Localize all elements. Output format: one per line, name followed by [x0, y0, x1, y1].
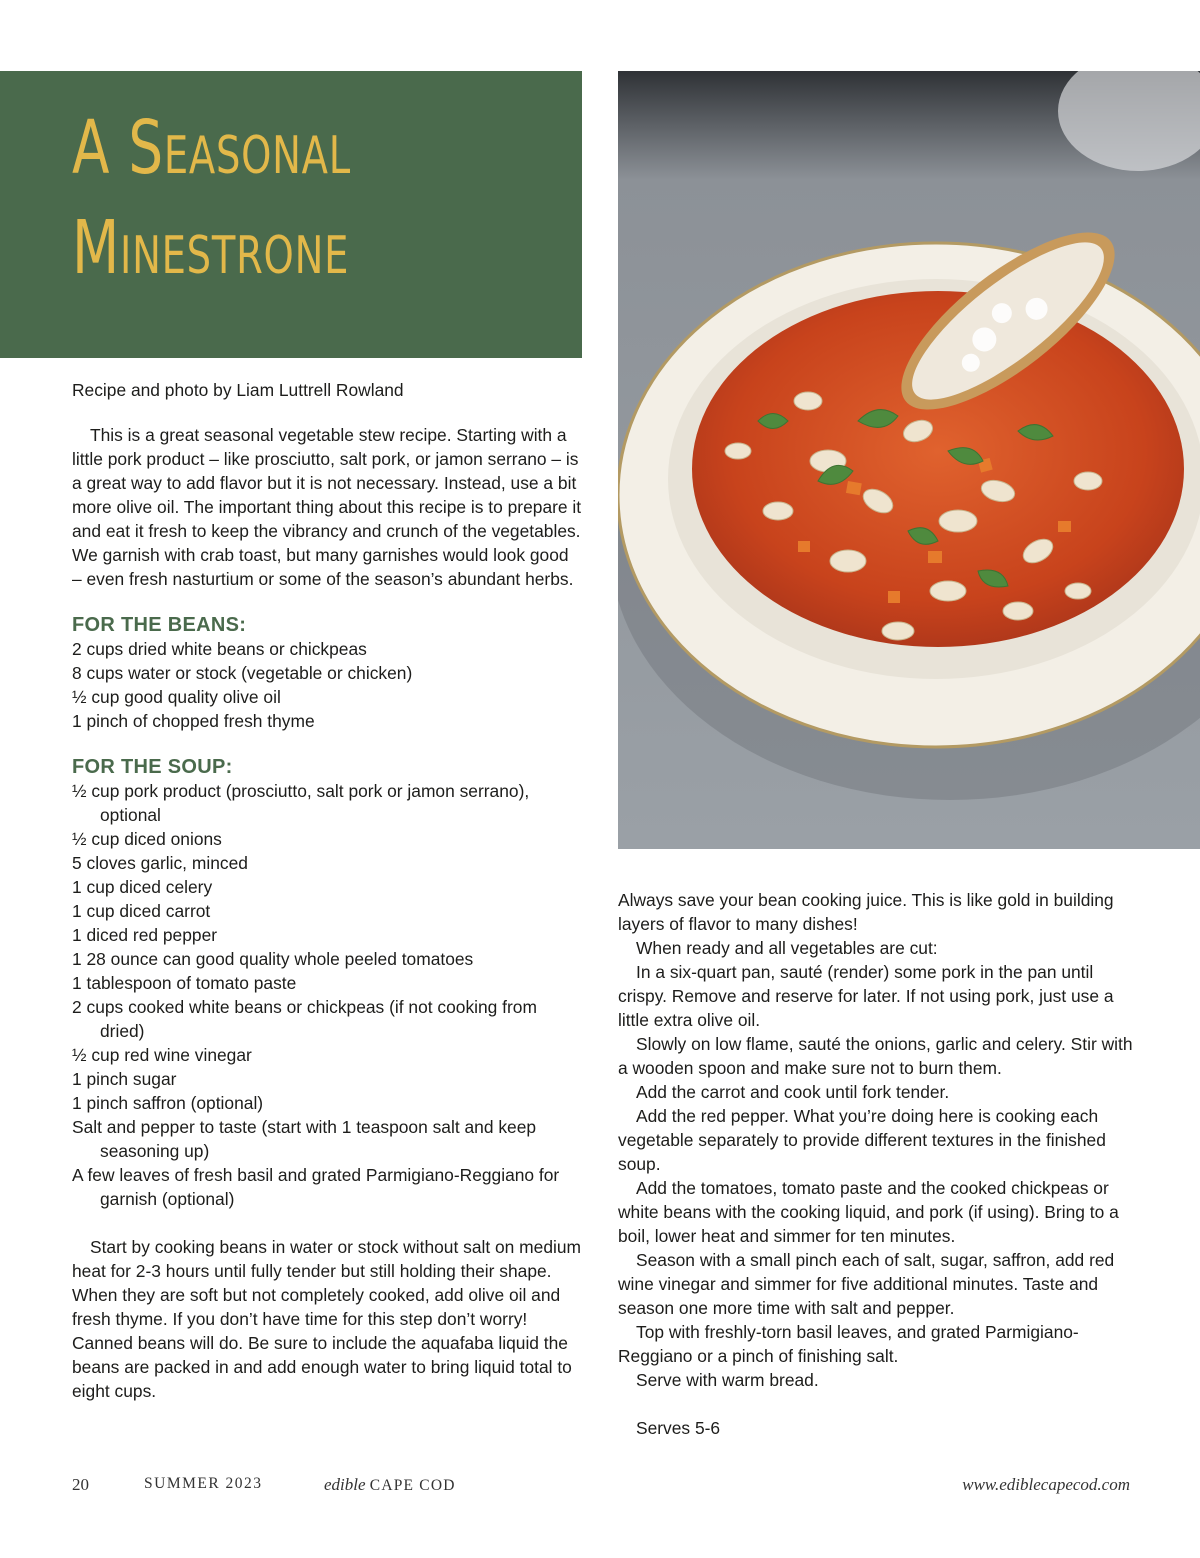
beans-heading: FOR THE BEANS: — [72, 614, 247, 636]
method-paragraph: Add the red pepper. What you’re doing here is cooking each vegetable separately to provide different textures in the finished soup. — [618, 1106, 1106, 1174]
ingredient-item: 1 cup diced celery — [72, 877, 213, 897]
ingredient-item: Salt and pepper to taste (start with 1 teaspoon salt and keep seasoning up) — [72, 1117, 537, 1161]
page-footer — [72, 1475, 1130, 1499]
ingredient-item: 1 pinch sugar — [72, 1069, 177, 1089]
ingredient-item: ½ cup diced onions — [72, 829, 222, 849]
ingredient-item: 1 cup diced carrot — [72, 901, 211, 921]
right-column — [618, 888, 1138, 1440]
ingredient-item: 5 cloves garlic, minced — [72, 853, 248, 873]
publication-name-italic: edible — [324, 1475, 366, 1494]
method-paragraph: Slowly on low flame, sauté the onions, garlic and celery. Stir with a wooden spoon and make sure not to burn them. — [618, 1034, 1133, 1078]
ingredient-item: 1 tablespoon of tomato paste — [72, 973, 297, 993]
method-paragraph: Start by cooking beans in water or stock without salt on medium heat for 2-3 hours until fully tender but still holding their shape. When they are soft but not completely cooked, add olive oil and fresh thyme. If you don’t have time for this step don’t worry! Canned beans will do. Be sure to include the aquafaba liquid the beans are packed in and add enough water to bring liquid total to eight cups. — [72, 1237, 582, 1401]
method-paragraph: When ready and all vegetables are cut: — [636, 938, 938, 958]
soup-bowl-illustration — [618, 71, 1200, 849]
byline: Recipe and photo by Liam Luttrell Rowland — [72, 380, 404, 400]
page-number: 20 — [72, 1475, 89, 1494]
method-paragraph: In a six-quart pan, sauté (render) some pork in the pan until crispy. Remove and reserve for later. If not using pork, just use a little extra olive oil. — [618, 962, 1114, 1030]
ingredient-item: ½ cup red wine vinegar — [72, 1045, 252, 1065]
website-url: www.ediblecapecod.com — [962, 1475, 1130, 1494]
left-column — [72, 378, 582, 1403]
intro-paragraph: This is a great seasonal vegetable stew recipe. Starting with a little pork product – like prosciutto, salt pork, or jamon serrano – is a great way to add flavor but it is not necessary. Instead, use a bit more olive oil. The important thing about this recipe is to prepare it and eat it fresh to keep the vibrancy and crunch of the vegetables. We garnish with crab toast, but many garnishes would look good – even fresh nasturtium or some of the season’s abundant herbs. — [72, 425, 582, 589]
publication-name — [324, 1475, 456, 1495]
ingredient-item: 1 pinch of chopped fresh thyme — [72, 711, 315, 731]
beans-ingredient-list — [72, 637, 582, 733]
ingredient-item: A few leaves of fresh basil and grated Parmigiano-Reggiano for garnish (optional) — [72, 1165, 560, 1209]
ingredient-item: ½ cup good quality olive oil — [72, 687, 281, 707]
ingredient-item: 8 cups water or stock (vegetable or chicken) — [72, 663, 413, 683]
soup-heading: FOR THE SOUP: — [72, 756, 233, 778]
minestrone-photo — [618, 71, 1200, 849]
method-paragraph: Add the carrot and cook until fork tender. — [636, 1082, 950, 1102]
article-title-line-1: A Seasonal — [72, 105, 351, 191]
ingredient-item: 2 cups cooked white beans or chickpeas (if not cooking from dried) — [72, 997, 537, 1041]
method-paragraph: Serve with warm bread. — [636, 1370, 819, 1390]
method-paragraph: Top with freshly-torn basil leaves, and grated Parmigiano-Reggiano or a pinch of finishing salt. — [618, 1322, 1079, 1366]
issue-label: SUMMER 2023 — [144, 1475, 263, 1492]
ingredient-item: ½ cup pork product (prosciutto, salt pork or jamon serrano), optional — [72, 781, 530, 825]
method-paragraph: Add the tomatoes, tomato paste and the cooked chickpeas or white beans with the cooking liquid, and pork (if using). Bring to a boil, lower heat and simmer for ten minutes. — [618, 1178, 1119, 1246]
ingredient-item: 1 pinch saffron (optional) — [72, 1093, 264, 1113]
publication-name-caps: CAPE COD — [369, 1477, 456, 1494]
method-paragraph: Season with a small pinch each of salt, sugar, saffron, add red wine vinegar and simmer for five additional minutes. Taste and season one more time with salt and pepper. — [618, 1250, 1115, 1318]
ingredient-item: 1 diced red pepper — [72, 925, 218, 945]
article-title-line-2: Minestrone — [72, 205, 350, 291]
ingredient-item: 2 cups dried white beans or chickpeas — [72, 639, 367, 659]
title-block — [0, 71, 582, 358]
soup-ingredient-list — [72, 779, 582, 1211]
method-paragraph: Always save your bean cooking juice. This is like gold in building layers of flavor to many dishes! — [618, 890, 1114, 934]
ingredient-item: 1 28 ounce can good quality whole peeled tomatoes — [72, 949, 474, 969]
serves-note: Serves 5-6 — [636, 1418, 721, 1438]
